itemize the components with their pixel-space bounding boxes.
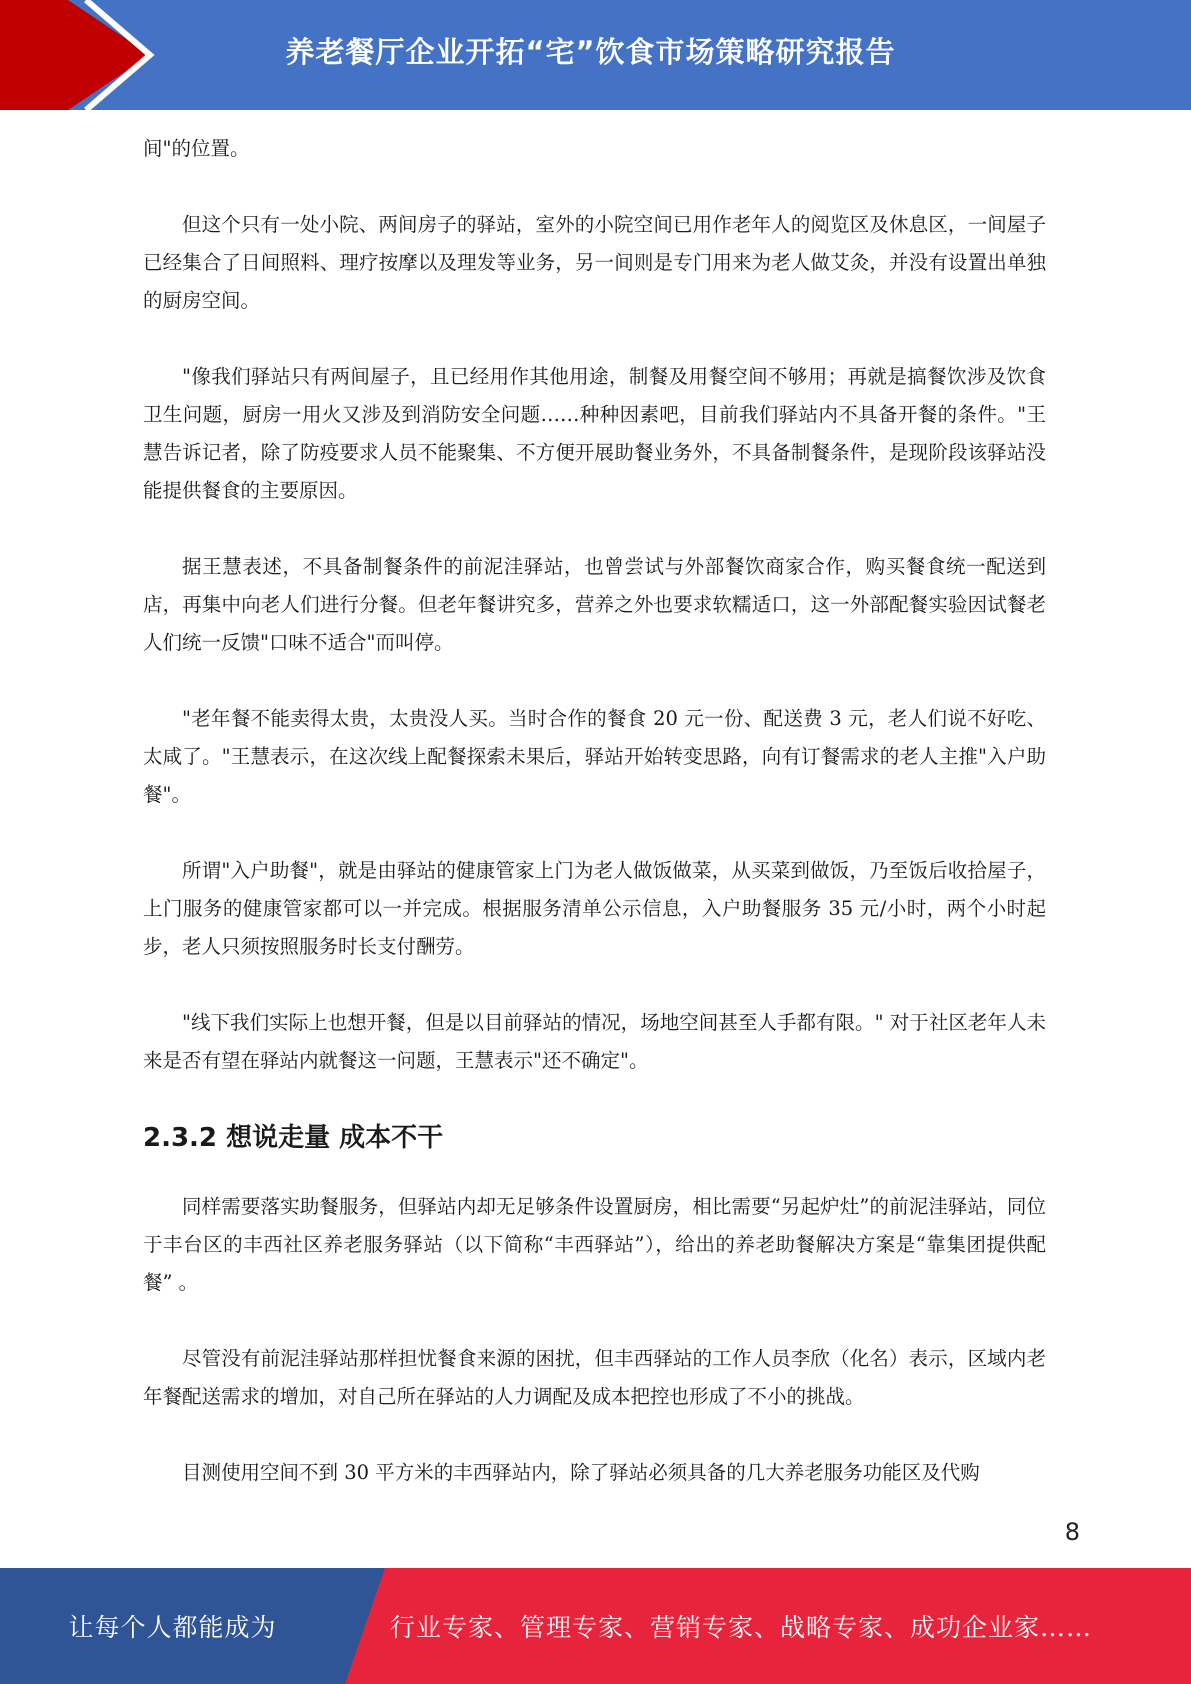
paragraph-9: 尽管没有前泥洼驿站那样担忧餐食来源的困扰，但丰西驿站的工作人员李欣（化名）表示，区域内老年餐配送需求的增加，对自己所在驿站的人力调配及成本把控也形成了不小的挑战。 [143, 1347, 1046, 1408]
paragraph-5: "老年餐不能卖得太贵，太贵没人买。当时合作的餐食 20 元一份、配送费 3 元，老人们说不好吃、太咸了。"王慧表示，在这次线上配餐探索未果后，驿站开始转变思路，向有订餐需求的老人主推"入户助餐"。 [143, 707, 1046, 806]
page-number: 8 [1064, 1518, 1080, 1546]
footer-slogan-left: 让每个人都能成为 [68, 1613, 277, 1642]
document-body [143, 130, 1046, 1530]
report-title: 养老餐厅企业开拓“宅”饮食市场策略研究报告 [285, 34, 896, 69]
paragraph-8: 同样需要落实助餐服务，但驿站内却无足够条件设置厨房，相比需要“另起炉灶”的前泥洼驿站，同位于丰台区的丰西社区养老服务驿站（以下简称“丰西驿站”），给出的养老助餐解决方案是“靠集团提供配餐” 。 [143, 1195, 1046, 1294]
paragraph-6: 所谓"入户助餐"，就是由驿站的健康管家上门为老人做饭做菜，从买菜到做饭，乃至饭后收拾屋子，上门服务的健康管家都可以一并完成。根据服务清单公示信息，入户助餐服务 35 元/小时，两个小时起步，老人只须按照服务时长支付酬劳。 [143, 859, 1046, 958]
paragraph-7: "线下我们实际上也想开餐，但是以目前驿站的情况，场地空间甚至人手都有限。" 对于社区老年人未来是否有望在驿站内就餐这一问题，王慧表示"还不确定"。 [143, 1011, 1046, 1072]
paragraph-10: 目测使用空间不到 30 平方米的丰西驿站内，除了驿站必须具备的几大养老服务功能区及代购 [182, 1461, 980, 1484]
paragraph-1: 间"的位置。 [143, 137, 250, 160]
header-red-chevron [0, 0, 150, 110]
paragraph-2: 但这个只有一处小院、两间房子的驿站，室外的小院空间已用作老年人的阅览区及休息区，一间屋子已经集合了日间照料、理疗按摩以及理发等业务，另一间则是专门用来为老人做艾灸，并没有设置出单独的厨房空间。 [143, 213, 1046, 312]
page-header [0, 0, 1191, 110]
section-heading: 2.3.2 想说走量 成本不干 [143, 1123, 444, 1153]
paragraph-4: 据王慧表述，不具备制餐条件的前泥洼驿站，也曾尝试与外部餐饮商家合作，购买餐食统一配送到店，再集中向老人们进行分餐。但老年餐讲究多，营养之外也要求软糯适口，这一外部配餐实验因试餐老人们统一反馈"口味不适合"而叫停。 [143, 555, 1046, 654]
footer-slogan-right: 行业专家、管理专家、营销专家、战略专家、成功企业家…… [390, 1613, 1093, 1642]
page-footer [0, 1568, 1191, 1684]
paragraph-3: "像我们驿站只有两间屋子，且已经用作其他用途，制餐及用餐空间不够用；再就是搞餐饮涉及饮食卫生问题，厨房一用火又涉及到消防安全问题……种种因素吧，目前我们驿站内不具备开餐的条件。"王慧告诉记者，除了防疫要求人员不能聚集、不方便开展助餐业务外，不具备制餐条件，是现阶段该驿站没能提供餐食的主要原因。 [143, 365, 1046, 502]
